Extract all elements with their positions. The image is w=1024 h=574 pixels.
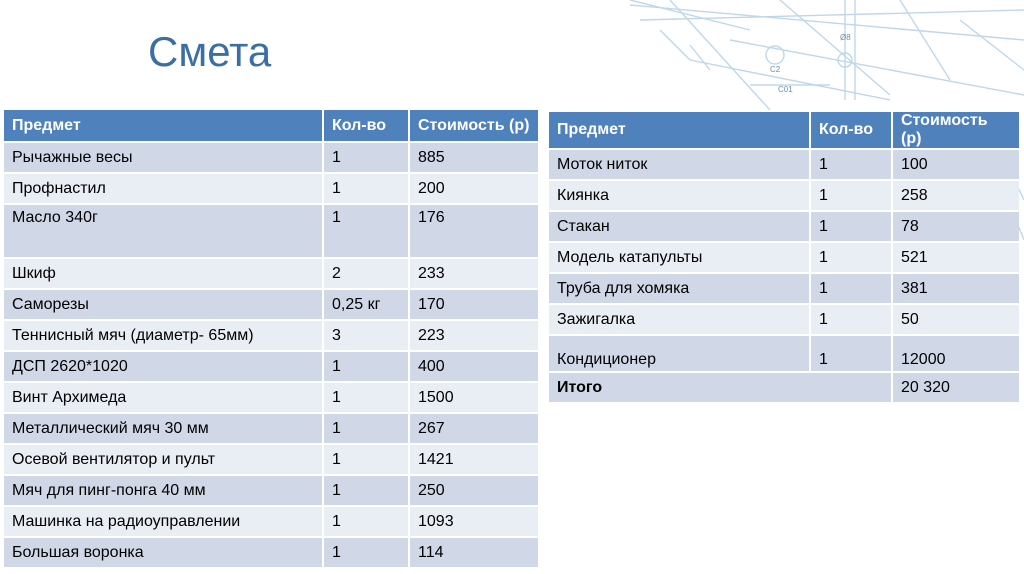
cell-qty: 1	[323, 173, 409, 204]
cell-cost: 1500	[409, 382, 538, 413]
cell-cost: 114	[409, 537, 538, 567]
table-row	[549, 242, 1019, 273]
cell-item: Металлический мяч 30 мм	[4, 413, 323, 444]
table-row	[4, 258, 538, 289]
column-header-qty: Кол-во	[810, 112, 892, 149]
cell-qty: 0,25 кг	[323, 289, 409, 320]
cell-item: Стакан	[549, 211, 810, 242]
cell-item: Рычажные весы	[4, 142, 323, 173]
total-value: 20 320	[892, 372, 1019, 402]
cell-qty: 2	[323, 258, 409, 289]
table-row	[4, 289, 538, 320]
cell-cost: 400	[409, 351, 538, 382]
page-title: Смета	[148, 28, 272, 75]
table-row	[4, 351, 538, 382]
cell-qty: 1	[810, 242, 892, 273]
column-header-item: Предмет	[4, 110, 323, 142]
table-row	[549, 211, 1019, 242]
column-header-cost: Стоимость (р)	[409, 110, 538, 142]
cell-cost: 233	[409, 258, 538, 289]
table-row	[549, 304, 1019, 335]
cell-qty: 3	[323, 320, 409, 351]
cell-qty: 1	[810, 335, 892, 372]
cell-item: Машинка на радиоуправлении	[4, 506, 323, 537]
column-header-item: Предмет	[549, 112, 810, 149]
column-header-cost: Стоимость (р)	[892, 112, 1019, 149]
cell-qty: 1	[810, 149, 892, 180]
estimate-table-left	[4, 110, 538, 567]
cell-cost: 50	[892, 304, 1019, 335]
table-row	[4, 204, 538, 258]
table-row	[4, 142, 538, 173]
table-row	[549, 335, 1019, 372]
cell-cost: 100	[892, 149, 1019, 180]
cell-item: Киянка	[549, 180, 810, 211]
cell-cost: 200	[409, 173, 538, 204]
cell-item: Шкиф	[4, 258, 323, 289]
cell-qty: 1	[810, 273, 892, 304]
cell-cost: 267	[409, 413, 538, 444]
total-row	[549, 372, 1019, 402]
table-row	[4, 413, 538, 444]
cell-cost: 1093	[409, 506, 538, 537]
estimate-table-right	[549, 112, 1019, 402]
table-header-row	[549, 112, 1019, 149]
cell-qty: 1	[810, 180, 892, 211]
cell-qty: 1	[323, 475, 409, 506]
cell-qty: 1	[323, 382, 409, 413]
decor-label: C2	[770, 65, 781, 74]
cell-qty: 1	[323, 413, 409, 444]
cell-item: Профнастил	[4, 173, 323, 204]
cell-cost: 1421	[409, 444, 538, 475]
cell-item: ДСП 2620*1020	[4, 351, 323, 382]
table-row	[4, 444, 538, 475]
column-header-qty: Кол-во	[323, 110, 409, 142]
cell-item: Винт Архимеда	[4, 382, 323, 413]
cell-qty: 1	[323, 351, 409, 382]
cell-qty: 1	[323, 444, 409, 475]
table-row	[549, 180, 1019, 211]
table-row	[4, 506, 538, 537]
cell-cost: 521	[892, 242, 1019, 273]
cell-item: Масло 340г	[4, 204, 323, 258]
cell-qty: 1	[810, 211, 892, 242]
cell-item: Зажигалка	[549, 304, 810, 335]
table-row	[4, 537, 538, 567]
table-header-row	[4, 110, 538, 142]
cell-cost: 78	[892, 211, 1019, 242]
cell-cost: 258	[892, 180, 1019, 211]
cell-item: Мяч для пинг-понга 40 мм	[4, 475, 323, 506]
cell-qty: 1	[323, 537, 409, 567]
table-row	[549, 149, 1019, 180]
decor-label: Ø8	[840, 33, 851, 42]
table-row	[4, 320, 538, 351]
cell-cost: 176	[409, 204, 538, 258]
table-row	[4, 173, 538, 204]
cell-item: Большая воронка	[4, 537, 323, 567]
cell-item: Модель катапульты	[549, 242, 810, 273]
cell-cost: 381	[892, 273, 1019, 304]
cell-cost: 885	[409, 142, 538, 173]
cell-qty: 1	[810, 304, 892, 335]
cell-item: Моток ниток	[549, 149, 810, 180]
table-row	[4, 475, 538, 506]
cell-item: Труба для хомяка	[549, 273, 810, 304]
cell-qty: 1	[323, 506, 409, 537]
table-row	[4, 382, 538, 413]
cell-item: Теннисный мяч (диаметр- 65мм)	[4, 320, 323, 351]
cell-item: Осевой вентилятор и пульт	[4, 444, 323, 475]
cell-item: Кондиционер	[549, 335, 810, 372]
cell-qty: 1	[323, 142, 409, 173]
cell-item: Саморезы	[4, 289, 323, 320]
cell-cost: 250	[409, 475, 538, 506]
cell-cost: 223	[409, 320, 538, 351]
table-row	[549, 273, 1019, 304]
decor-label: C01	[778, 85, 793, 94]
cell-cost: 170	[409, 289, 538, 320]
cell-qty: 1	[323, 204, 409, 258]
total-label: Итого	[549, 372, 892, 402]
cell-cost: 12000	[892, 335, 1019, 372]
